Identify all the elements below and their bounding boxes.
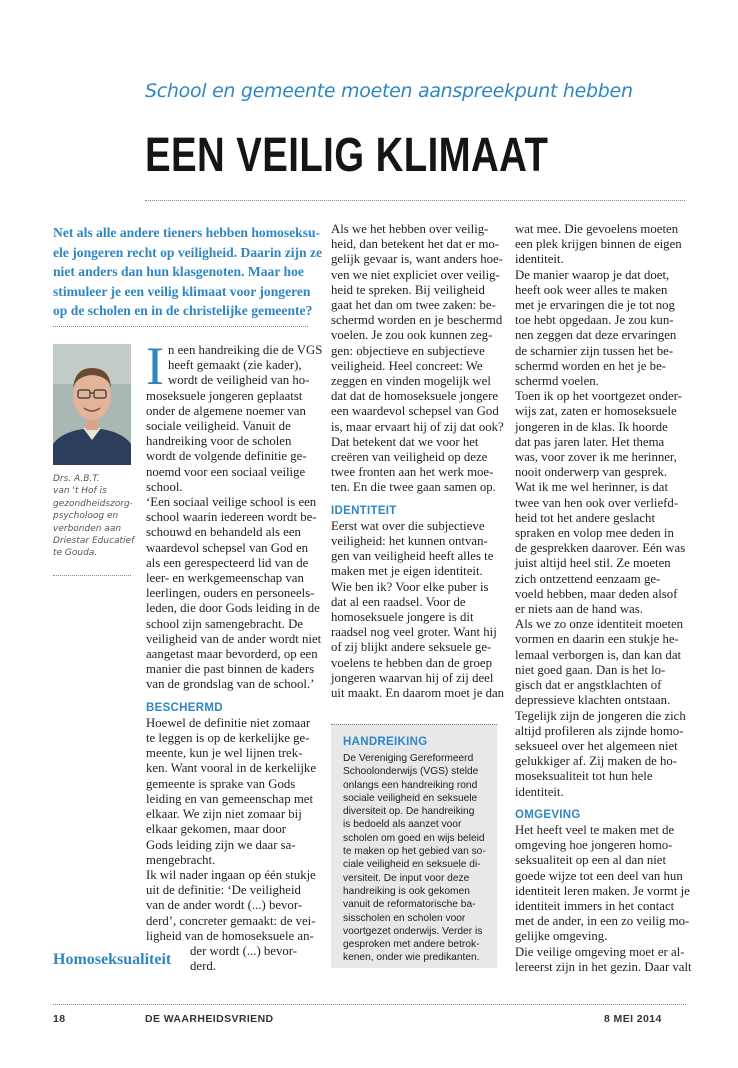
text-line: heeft ook weer alles te maken [515,282,668,297]
box-line: voortgezet onderwijs. Verder is [343,925,483,937]
text-line: creëren van veiligheid op deze [331,450,488,465]
text-line: wat mee. Die gevoelens moeten [515,222,679,236]
lead-line: stimuleer je een veilig klimaat voor jongeren [53,283,311,299]
text-line: schermd worden en je beschermd [331,313,503,328]
author-portrait-image [53,344,131,465]
box-line: kenen, onder wie predikanten. [343,952,480,964]
box-top-border [331,724,497,725]
quote-line: school waarin iedereen wordt be- [146,510,317,525]
text-line: der wordt (...) bevor- [190,943,298,958]
text-line: of zij blijkt andere seksuele ge- [331,640,492,655]
caption-line: Drs. A.B.T. [53,474,100,484]
lead-line: op de scholen en in de christelijke gemeente? [53,303,313,318]
text-line: Eerst wat over die subjectieve [331,518,485,533]
lead-line: niet anders dan hun klasgenoten. Maar hoe [53,264,304,279]
text-line: leiding en van gemeenschap met [146,791,314,806]
text-line: altijd profileren als zijnde homo- [515,723,684,738]
text-line: voeld hebben, maar deden alsof [515,586,678,601]
subhead-identiteit: IDENTITEIT [331,504,397,517]
text-line: ven we niet expliciet over veilig- [331,267,500,282]
box-text [343,752,491,965]
text-line: wordt de veiligheid van ho- [167,373,310,388]
text-line: gelijke omgeving. [515,929,608,944]
caption-line: te Gouda. [53,548,98,559]
column-2 [331,222,503,701]
quote-line: veiligheid van de ander wordt niet [146,631,322,646]
text-line: Gods leiding zijn we daar sa- [146,837,296,852]
text-line: lemaal verborgen is, dan kan dat [515,647,682,662]
quote-line: school zijn samengebracht. De [146,616,304,631]
box-line: gesproken met andere betrok- [343,939,480,951]
text-line: van de ander wordt (...) bevor- [146,898,303,913]
quote-line: leerlingen, ouders en personeels- [146,586,315,601]
text-line: derd. [190,959,216,974]
box-line: onlangs een handreiking rond [343,779,478,791]
text-line: elkaar. We zijn niet zomaar bij [146,807,302,822]
text-line: gaat het dan om twee zaken: be- [331,298,496,313]
text-line: twee van hen ook over verliefd- [515,495,679,510]
text-line: maken met je eigen identiteit. [331,564,483,579]
text-line: n een handreiking die de VGS [167,343,323,357]
text-line: uit maakt. En daarom moet je dan [331,686,505,701]
text-line: moseksualiteit tot hun hele [515,769,653,784]
box-line: versiteit. De input voor deze [343,872,470,884]
box-line: diversiteit op. De handreiking [343,806,475,818]
text-line: omgeving hoe jongeren homo- [515,838,673,853]
quote-line: aangetast maar bevorderd, op een [146,647,318,662]
caption-line: van 't Hof is [53,486,107,497]
quote-line: van de grondslag van de school.’ [146,677,315,692]
box-line: De Vereniging Gereformeerd [343,753,474,764]
text-line: vormen en daarin een stukje he- [515,632,679,647]
text-line: handreiking voor de scholen [146,434,292,449]
publication-date: 8 MEI 2014 [604,1013,662,1025]
text-line: met de ander, in een zo veilig mo- [515,914,690,929]
drop-cap: I [146,336,164,396]
text-line: nooit onderwerp van gesprek. [515,465,668,480]
lead-paragraph [53,223,323,321]
text-line: mengebracht. [146,852,216,867]
author-photo [53,344,131,465]
text-line: Het heeft veel te maken met de [515,822,675,837]
caption-line: Driestar Educatief [53,536,135,547]
text-line: zich ontzettend eenzaam ge- [515,571,661,586]
text-line: de scharnier zijn tussen het be- [515,343,674,358]
title-divider [145,200,685,201]
quote-line: manier die past binnen de kaders [146,662,315,677]
text-line: juist altijd heel stil. Ze moeten [515,556,671,571]
quote-line: schouwd en behandeld als een [146,525,301,540]
text-line: onder de algemene noemer van [146,403,306,418]
text-line: dat pas jaren later. Het thema [515,434,665,449]
text-line: schermd voelen. [515,374,599,389]
text-line: er niets aan de hand was. [515,602,643,617]
text-line: heid te spreken. Bij veiligheid [331,282,485,297]
text-line: identiteit leren maken. Je vormt je [515,883,690,898]
caption-line: verbonden aan [53,523,122,534]
text-line: dat al een raadsel. Voor de [331,594,466,609]
text-line: jongeren waarvan hij of zij deel [331,670,494,685]
box-title: HANDREIKING [343,736,428,748]
text-line: gemeente is sprake van Gods [146,776,296,791]
text-line: derd’, concreter gemaakt: de vei- [146,913,316,928]
box-line: handreiking is ook gekomen [343,885,470,897]
box-line: vanuit de reformatorische ba- [343,899,476,911]
author-caption [53,473,135,560]
text-line: heid tot het andere geslacht [515,510,655,525]
text-line: voelen. Je zou ook kunnen zeg- [331,328,493,343]
text-line: Toen ik op het voortgezet onder- [515,389,682,404]
box-line: Schoolonderwijs (VGS) stelde [343,766,479,778]
text-line: voelens te hebben dan de groep [331,655,492,670]
text-line: wordt de volgende definitie ge- [146,449,307,464]
text-line: Als we zo onze identiteit moeten [515,617,684,632]
text-line: Als we het hebben over veilig- [331,222,489,236]
text-line: met je ervaringen die je tot nog [515,298,675,313]
quote-line: ‘Een sociaal veilige school is een [146,495,317,510]
footer-divider [53,1004,686,1005]
text-line: veiligheid: het kunnen ontvan- [331,534,488,549]
text-line: twee fronten aan het werk moe- [331,465,494,480]
lead-line: ele jongeren recht op veiligheid. Daarin zijn ze [53,244,323,260]
text-line: gen van veiligheid heeft alles te [331,549,494,564]
page-number: 18 [53,1013,66,1025]
lead-divider [53,326,308,327]
text-line: seksueel over het algemeen niet [515,738,678,753]
text-line: identiteit. [515,784,564,799]
text-line: noemd voor een sociaal veilige [146,464,306,479]
text-line: gisch dat er angstklachten of [515,678,662,693]
caption-line: gezondheidszorg- [53,498,133,509]
box-line: ciale veiligheid en seksuele di- [343,859,481,871]
text-line: spraken en volop mee deden in [515,526,674,541]
article-kicker: School en gemeente moeten aanspreekpunt hebben [145,80,633,102]
text-line: te leggen is op de kerkelijke ge- [146,731,310,746]
quote-line: leden, die door Gods leiding in de [146,601,320,616]
text-line: is, maar ervaart hij of zij dat ook? [331,419,504,434]
text-line: depressieve klachten ontstaan. [515,693,671,708]
text-line: ken. Want vooral in de kerkelijke [146,761,317,776]
subhead-omgeving: OMGEVING [515,808,581,821]
text-line: toe hebt opgedaan. Je zou kun- [515,313,674,328]
text-line: jongeren in de klas. Ik hoorde [515,419,668,434]
text-line: niet goed gaan. Dan is het lo- [515,662,666,677]
text-line: homoseksuele jongere is dit [331,610,474,625]
quote-line: waardevol schepsel van God en [146,540,309,555]
text-line: Die veilige omgeving moet er al- [515,944,685,959]
text-line: nen zeggen dat deze ervaringen [515,328,677,343]
text-line: wijs zat, zaten er homoseksuele [515,404,677,419]
text-line: gelukkiger af. Zij maken de ho- [515,754,678,769]
text-line: ligheid van de homoseksuele an- [146,928,314,943]
text-line: meente, kun je wel lijnen trek- [146,746,303,761]
text-line: heid, dan betekent het dat er mo- [331,237,500,252]
text-line: identiteit. [515,252,564,267]
box-line: te maken op het gebied van so- [343,846,486,858]
box-line: is bedoeld als aanzet voor [343,819,462,831]
text-line: seksualiteit op een al dan niet [515,853,667,868]
subhead-beschermd: BESCHERMD [146,701,223,714]
text-line: uit de definitie: ‘De veiligheid [146,883,301,898]
lead-line: Net als alle andere tieners hebben homoseksu- [53,225,321,240]
column-1 [146,336,323,974]
text-line: een waardevol schepsel van God [331,404,499,419]
text-line: Ik wil nader ingaan op één stukje [146,867,316,882]
text-line: gelijk gevaar is, want anders hoe- [331,252,503,267]
text-line: lereerst zijn in het gezin. Daar valt [515,959,692,974]
text-line: Tegelijk zijn de jongeren die zich [515,708,686,723]
text-line: goede wijze tot een deel van hun [515,868,683,883]
text-line: Wie ben ik? Voor elke puber is [331,579,489,594]
box-line: scholen om goed en wijs beleid [343,832,485,844]
box-line: sociale veiligheid en seksuele [343,792,478,804]
text-line: ten. En die twee gaan samen op. [331,480,496,495]
text-line: zeggen en vinden mogelijk wel [331,374,491,389]
section-tag: Homoseksualiteit [53,951,172,968]
article-title: EEN VEILIG KLIMAAT [145,129,549,182]
column-3 [515,222,693,975]
text-line: school. [146,479,183,494]
caption-divider [53,575,131,576]
text-line: heeft gemaakt (zie kader), [167,358,302,373]
text-line: sociale veiligheid. Vanuit de [146,419,291,434]
text-line: een plek krijgen binnen de eigen [515,237,682,252]
text-line: moseksuele jongeren geplaatst [146,388,303,403]
text-line: elkaar gekomen, maar door [146,822,286,837]
text-line: gen: objectieve en subjectieve [331,343,485,358]
text-line: was, voor zover ik me herinner, [515,450,677,465]
text-line: de gesprekken daarover. Eén was [515,541,686,556]
text-line: Dat betekent dat we voor het [331,434,479,449]
box-line: sisscholen en scholen voor [343,912,466,924]
publication-name: DE WAARHEIDSVRIEND [145,1013,274,1025]
text-line: De manier waarop je dat doet, [515,267,670,282]
quote-line: als een gerespecteerd lid van de [146,555,309,570]
text-line: veiligheid. Heel concreet: We [331,358,483,373]
caption-line: psycholoog en [53,511,119,522]
quote-line: leer- en werkgemeenschap van [146,571,304,586]
text-line: Wat ik me wel herinner, is dat [515,480,669,495]
text-line: Hoewel de definitie niet zomaar [146,715,311,730]
text-line: raadsel nog veel groter. Want hij [331,625,497,640]
text-line: dat dat de homoseksuele jongere [331,389,499,404]
text-line: schermd worden en het je be- [515,358,667,373]
text-line: identiteit immers in het contact [515,898,675,913]
